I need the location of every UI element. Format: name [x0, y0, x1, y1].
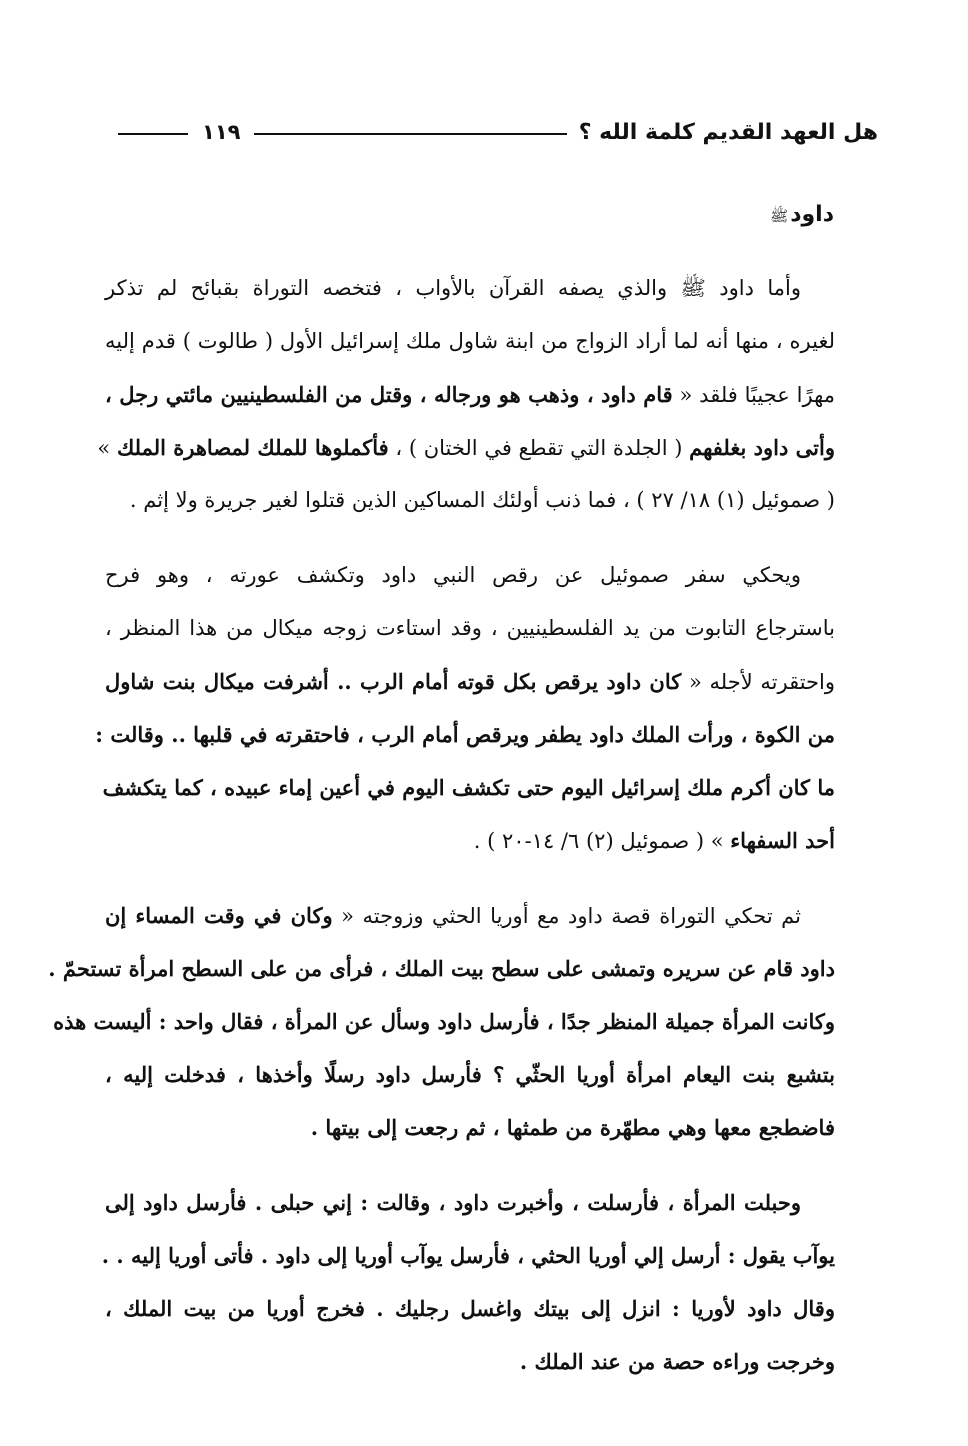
- text-line: [95, 708, 835, 761]
- running-header: [118, 112, 878, 152]
- text-line: [105, 602, 835, 655]
- text-run: »: [97, 436, 117, 460]
- text-line: [48, 942, 835, 995]
- quoted-text: وكان في وقت المساء إن: [105, 903, 333, 928]
- text-run: ( الجلدة التي تقطع في الختان ) ،: [388, 436, 690, 460]
- text-run: ويحكي سفر صموئيل عن رقص النبي داود وتكشف عورته ، وهو فرح: [105, 563, 801, 587]
- quoted-text: بتشبع بنت اليعام امرأة أوريا الحثّي ؟ فأرسل داود رسلًا وأخذها ، فدخلت إليه ،: [105, 1062, 835, 1087]
- section-heading: [770, 202, 834, 229]
- text-line: [105, 549, 835, 602]
- header-rule-long: [254, 133, 566, 135]
- quoted-text: فاضطجع معها وهي مطهّرة من طمثها ، ثم رجعت إلى بيتها .: [310, 1115, 835, 1140]
- text-line: [105, 655, 835, 708]
- text-line: [105, 1048, 835, 1101]
- text-line: [105, 315, 835, 368]
- text-line: [105, 368, 835, 421]
- quoted-text: أحد السفهاء: [730, 828, 835, 853]
- text-line: [105, 814, 835, 867]
- honorific-mark: ﷺ: [770, 207, 789, 225]
- quoted-text: كان داود يرقص بكل قوته أمام الرب .. أشرفت ميكال بنت شاول: [105, 669, 682, 694]
- header-title: هل العهد القديم كلمة الله ؟: [578, 119, 878, 145]
- text-run: لغيره ، منها أنه لما أراد الزواج من ابنة شاول ملك إسرائيل الأول ( طالوت ) قدم إليه: [105, 329, 835, 353]
- text-line: [101, 1229, 835, 1282]
- paragraph: [48, 889, 835, 1154]
- text-line: [97, 421, 835, 474]
- text-line: [105, 1282, 835, 1335]
- text-line: [105, 1176, 835, 1229]
- section-heading-text: داود: [790, 202, 834, 227]
- text-run: باسترجاع التابوت من يد الفلسطينيين ، وقد استاءت زوجه ميكال من هذا المنظر ،: [105, 616, 835, 640]
- paragraph: [97, 262, 835, 527]
- text-run: وأما داود ﷺ والذي يصفه القرآن بالأواب ، فتخصه التوراة بقبائح لم تذكر: [105, 276, 801, 300]
- text-line: [105, 262, 835, 315]
- quoted-text: وحبلت المرأة ، فأرسلت ، وأخبرت داود ، وقالت : إني حبلى . فأرسل داود إلى: [105, 1190, 801, 1215]
- text-line: [105, 1335, 835, 1388]
- text-line: [53, 995, 835, 1048]
- body-text: [48, 262, 836, 1410]
- quoted-text: ما كان أكرم ملك إسرائيل اليوم حتى تكشف اليوم في أعين إماء عبيده ، كما يتكشف: [102, 775, 835, 800]
- quoted-text: وأتى داود بغلفهم: [689, 435, 835, 460]
- text-line: [102, 761, 835, 814]
- text-line: [105, 889, 835, 942]
- quoted-text: يوآب يقول : أرسل إلي أوريا الحثي ، فأرسل يوآب أوريا إلى داود . فأتى أوريا إليه . .: [101, 1243, 835, 1268]
- quoted-text: وخرجت وراءه حصة من عند الملك .: [519, 1349, 835, 1374]
- quoted-text: من الكوة ، ورأت الملك داود يطفر ويرقص أمام الرب ، فاحتقرته في قلبها .. وقالت :: [95, 722, 835, 747]
- text-line: [105, 1101, 835, 1154]
- text-run: ( صموئيل (١) ١٨/ ٢٧ ) ، فما ذنب أولئك المساكين الذين قتلوا لغير جريرة ولا إثم .: [129, 488, 835, 512]
- text-run: ثم تحكي التوراة قصة داود مع أوريا الحثي وزوجته «: [332, 904, 802, 928]
- header-rule-short: [118, 133, 188, 135]
- quoted-text: داود قام عن سريره وتمشى على سطح بيت الملك ، فرأى من على السطح امرأة تستحمّ .: [48, 956, 835, 981]
- quoted-text: فأكملوها للملك لمصاهرة الملك: [116, 435, 389, 460]
- text-run: واحتقرته لأجله «: [681, 670, 836, 694]
- quoted-text: قام داود ، وذهب هو ورجاله ، وقتل من الفلسطينيين مائتي رجل ،: [105, 382, 673, 407]
- quoted-text: وقال داود لأوريا : انزل إلى بيتك واغسل رجليك . فخرج أوريا من بيت الملك ،: [105, 1296, 835, 1321]
- paragraph: [95, 549, 836, 867]
- page-number: ١١٩: [202, 120, 241, 144]
- paragraph: [101, 1176, 835, 1388]
- quoted-text: وكانت المرأة جميلة المنظر جدًا ، فأرسل داود وسأل عن المرأة ، فقال واحد : أليست هذه: [53, 1009, 835, 1034]
- text-line: [105, 474, 835, 527]
- text-run: » ( صموئيل (٢) ٦/ ١٤-٢٠ ) .: [473, 829, 731, 853]
- text-run: مهرًا عجيبًا فلقد «: [672, 383, 835, 407]
